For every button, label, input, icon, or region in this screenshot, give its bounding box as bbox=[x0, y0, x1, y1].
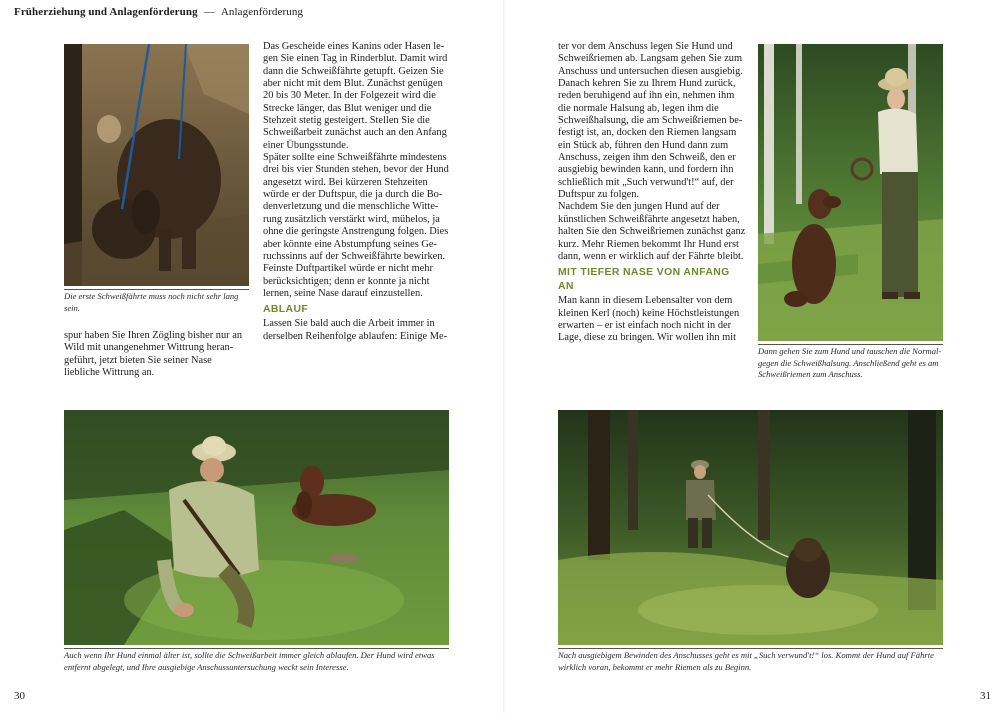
photo-puppy-sniffing bbox=[64, 44, 249, 286]
photo-caption: Auch wenn Ihr Hund einmal älter ist, sollte die Schweißarbeit immer gleich ablaufen. Der Hund wird etwas entfernt abgelegt, und Ihre ausgiebige Anschussuntersuchung weckt sein Interesse. bbox=[64, 650, 435, 672]
paragraph: Man kann in diesem Lebensalter von dem kleinen Kerl (noch) keine Höchstleistungen erwarten – er ist einfach noch nicht in der Lage, diese zu bringen. Wir wollen ihn mit bbox=[558, 295, 740, 344]
left-column-1 bbox=[64, 330, 250, 379]
page-number-left: 30 bbox=[14, 690, 25, 702]
left-column-2 bbox=[263, 41, 451, 343]
section-title: Anlagenförderung bbox=[220, 6, 304, 18]
photo-caption: Nach ausgiebigem Bewinden des Anschusses geht es mit „Such verwund't!“ los. Kommt der Hund auf Fährte wirklich voran, bekommt er mehr Riemen als zu Beginn. bbox=[558, 650, 934, 672]
subheading-ablauf: ABLAUF bbox=[263, 304, 309, 316]
paragraph: Später sollte eine Schweißfährte mindestens drei bis vier Stunden stehen, bevor der Hund angesetzt wird. Bei kürzeren Stehzeiten würde er der Duftspur, die ja durch die Bo-denverletzung und die menschliche Witte-rung zusätzlich verstärkt wird, mühelos, ja ohne die geringste Anstrengung folgen. Dies aber könnte eine Abstumpfung seines Ge-ruchssinns auf der Schweißfährte bewirken. Feinste Duftpartikel würde er nicht mehr berücksichtigen; denn er konnte ja nicht lernen, seine Nase darauf einzustellen. bbox=[263, 152, 449, 299]
photo-forest-tracking bbox=[558, 410, 943, 645]
caption-rule bbox=[64, 289, 249, 290]
paragraph: Das Gescheide eines Kanins oder Hasen le-gen Sie einen Tag in Rinderblut. Damit wird dann die Schweißfährte getupft. Geizen Sie aber nicht mit dem Blut. Zunächst genügen 20 bis 30 Meter. In der Folgezeit wird die Strecke länger, das Blut weniger und die Stehzeit stetig gesteigert. Stellen Sie die Schweißarbeit zunächst auch an den Anfang einer Übungsstunde. bbox=[263, 41, 448, 151]
paragraph: spur haben Sie Ihren Zögling bisher nur an Wild mit unangenehmer Wittrung heran-geführt, jetzt bieten Sie seiner Nase liebliche Wittrung an. bbox=[64, 330, 243, 379]
subheading-mit-tiefer-nase: MIT TIEFER NASE VON ANFANG AN bbox=[558, 267, 730, 293]
photo-caption: Die erste Schweißfährte muss noch nicht sehr lang sein. bbox=[64, 291, 239, 313]
photo-woman-with-dog bbox=[758, 44, 943, 341]
page-number-right: 31 bbox=[980, 690, 991, 702]
photo-hunter-examining-anschuss bbox=[64, 410, 449, 645]
caption-rule bbox=[558, 648, 943, 649]
paragraph: Lassen Sie bald auch die Arbeit immer in derselben Reihenfolge ablaufen: Einige Me- bbox=[263, 318, 448, 342]
paragraph: Nachdem Sie den jungen Hund auf der künstlichen Schweißfährte angesetzt haben, halten Sie den Schweißriemen zunächst ganz kurz. Mehr Riemen bekommt Ihr Hund erst dann, wenn er wirklich auf der Fährte bleibt. bbox=[558, 201, 746, 262]
chapter-title: Früherziehung und Anlagenförderung bbox=[14, 6, 198, 18]
caption-rule bbox=[64, 648, 449, 649]
book-gutter bbox=[503, 0, 505, 713]
running-header bbox=[14, 6, 303, 18]
photo-caption: Dann gehen Sie zum Hund und tauschen die Normal- gegen die Schweißhalsung. Anschließend geht es am Schweißriemen zum Anschuss. bbox=[758, 346, 942, 380]
right-column-1 bbox=[558, 41, 746, 345]
caption-rule bbox=[758, 344, 943, 345]
header-separator: — bbox=[203, 6, 215, 18]
paragraph: ter vor dem Anschuss legen Sie Hund und Schweißriemen ab. Langsam gehen Sie zum Anschuss und untersuchen diesen ausgiebig. Danach kehren Sie zu Ihrem Hund zurück, reden beruhigend auf ihn ein, nehmen ihm die normale Halsung ab, legen ihm die Schweißhalsung, die am Schweißriemen be-festigt ist, an, docken den Riemen langsam ein Stück ab, führen den Hund dann zum Anschuss, zeigen ihm den Schweiß, den er ausgiebig bewinden kann, und fordern ihn schließlich mit „Such verwund't!“ auf, der Duftspur zu folgen. bbox=[558, 41, 743, 201]
